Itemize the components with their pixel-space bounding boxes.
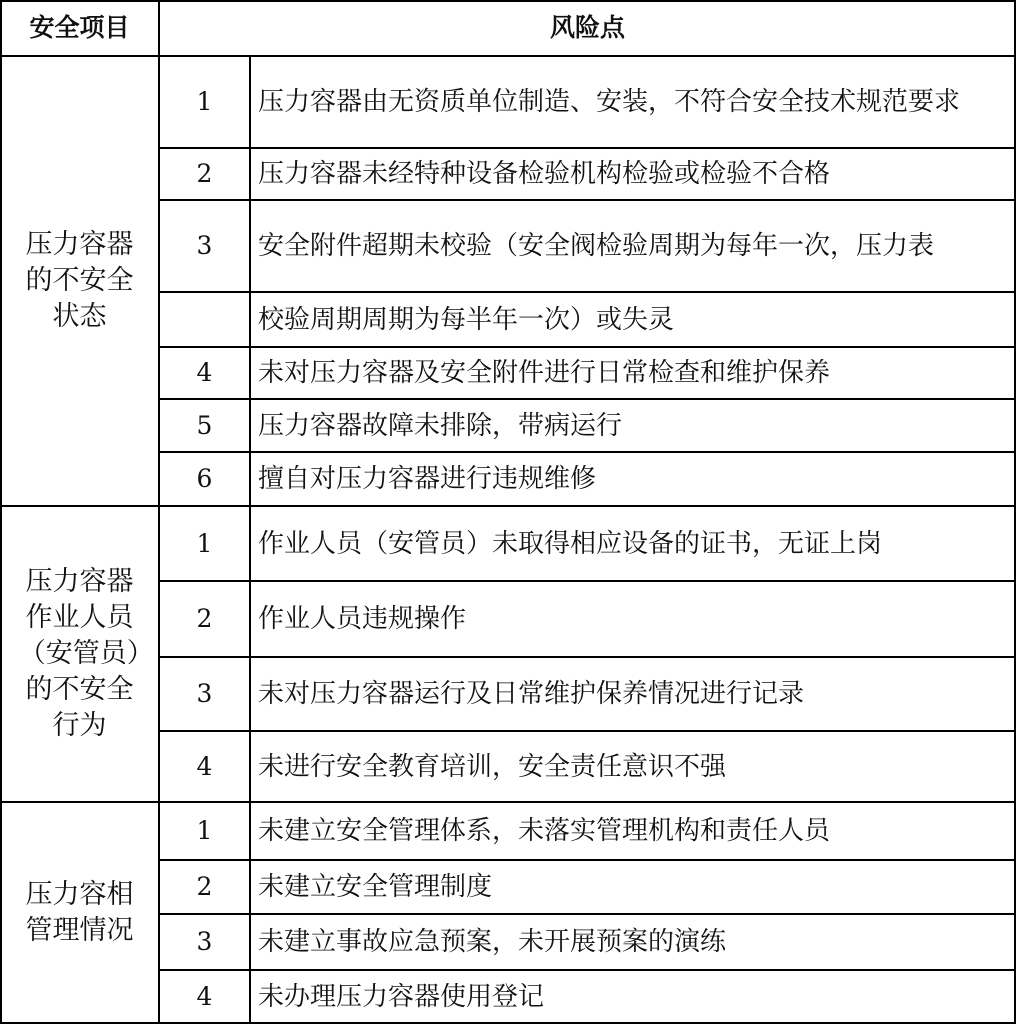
row-number: 1 — [196, 528, 213, 558]
category-cell: 压力容器作业人员（安管员）的不安全行为 — [18, 566, 141, 741]
row-divider — [159, 580, 1016, 582]
row-number — [159, 292, 250, 347]
risk-text: 未对压力容器及安全附件进行日常检查和维护保养 — [258, 358, 831, 388]
row-number: 2 — [196, 872, 213, 901]
header-divider — [0, 55, 1016, 57]
section-divider — [0, 801, 1016, 803]
table-border-left — [0, 0, 2, 1024]
header-category: 安全项目 — [29, 13, 130, 42]
category-cell: 压力容相管理情况 — [25, 879, 134, 946]
column-divider — [249, 55, 251, 1024]
row-divider — [159, 859, 1016, 861]
row-number: 2 — [196, 159, 213, 188]
row-number: 2 — [196, 604, 213, 633]
risk-text: 校验周期周期为每半年一次）或失灵 — [258, 304, 675, 335]
category-cell: 压力容器的不安全状态 — [25, 229, 134, 332]
risk-text: 未办理压力容器使用登记 — [258, 982, 545, 1012]
row-divider — [159, 451, 1016, 453]
risk-text: 未对压力容器运行及日常维护保养情况进行记录 — [258, 679, 805, 709]
risk-text: 作业人员（安管员）未取得相应设备的证书，无证上岗 — [258, 528, 883, 559]
table-border-top — [0, 0, 1016, 2]
risk-text: 未建立事故应急预案，未开展预案的演练 — [258, 927, 727, 957]
column-divider — [158, 0, 160, 1024]
risk-text: 压力容器故障未排除，带病运行 — [258, 410, 623, 441]
row-number: 3 — [196, 231, 213, 260]
row-number: 3 — [196, 927, 213, 956]
row-number: 4 — [196, 982, 213, 1011]
row-divider — [159, 398, 1016, 400]
row-divider — [159, 913, 1016, 915]
row-number: 4 — [196, 358, 213, 387]
risk-text: 未进行安全教育培训，安全责任意识不强 — [258, 751, 727, 782]
row-divider — [159, 730, 1016, 732]
section-divider — [0, 505, 1016, 507]
row-number: 1 — [196, 87, 213, 116]
row-divider — [159, 199, 1016, 201]
risk-text: 压力容器未经特种设备检验机构检验或检验不合格 — [258, 159, 831, 189]
row-number: 4 — [196, 751, 213, 781]
row-divider — [159, 147, 1016, 149]
row-number: 3 — [196, 679, 213, 708]
row-divider — [159, 656, 1016, 658]
row-number: 6 — [196, 464, 213, 493]
row-number: 5 — [196, 410, 213, 440]
risk-text: 擅自对压力容器进行违规维修 — [258, 464, 597, 494]
header-risk: 风险点 — [549, 13, 625, 42]
row-divider — [159, 291, 1016, 293]
risk-text: 未建立安全管理体系，未落实管理机构和责任人员 — [258, 816, 831, 846]
row-divider — [159, 346, 1016, 348]
risk-text: 压力容器由无资质单位制造、安装，不符合安全技术规范要求 — [258, 87, 961, 117]
risk-text: 未建立安全管理制度 — [258, 872, 493, 902]
risk-text: 作业人员违规操作 — [258, 604, 467, 634]
row-number: 1 — [196, 816, 213, 845]
risk-text: 安全附件超期未校验（安全阀检验周期为每年一次，压力表 — [258, 231, 935, 261]
row-divider — [159, 969, 1016, 971]
